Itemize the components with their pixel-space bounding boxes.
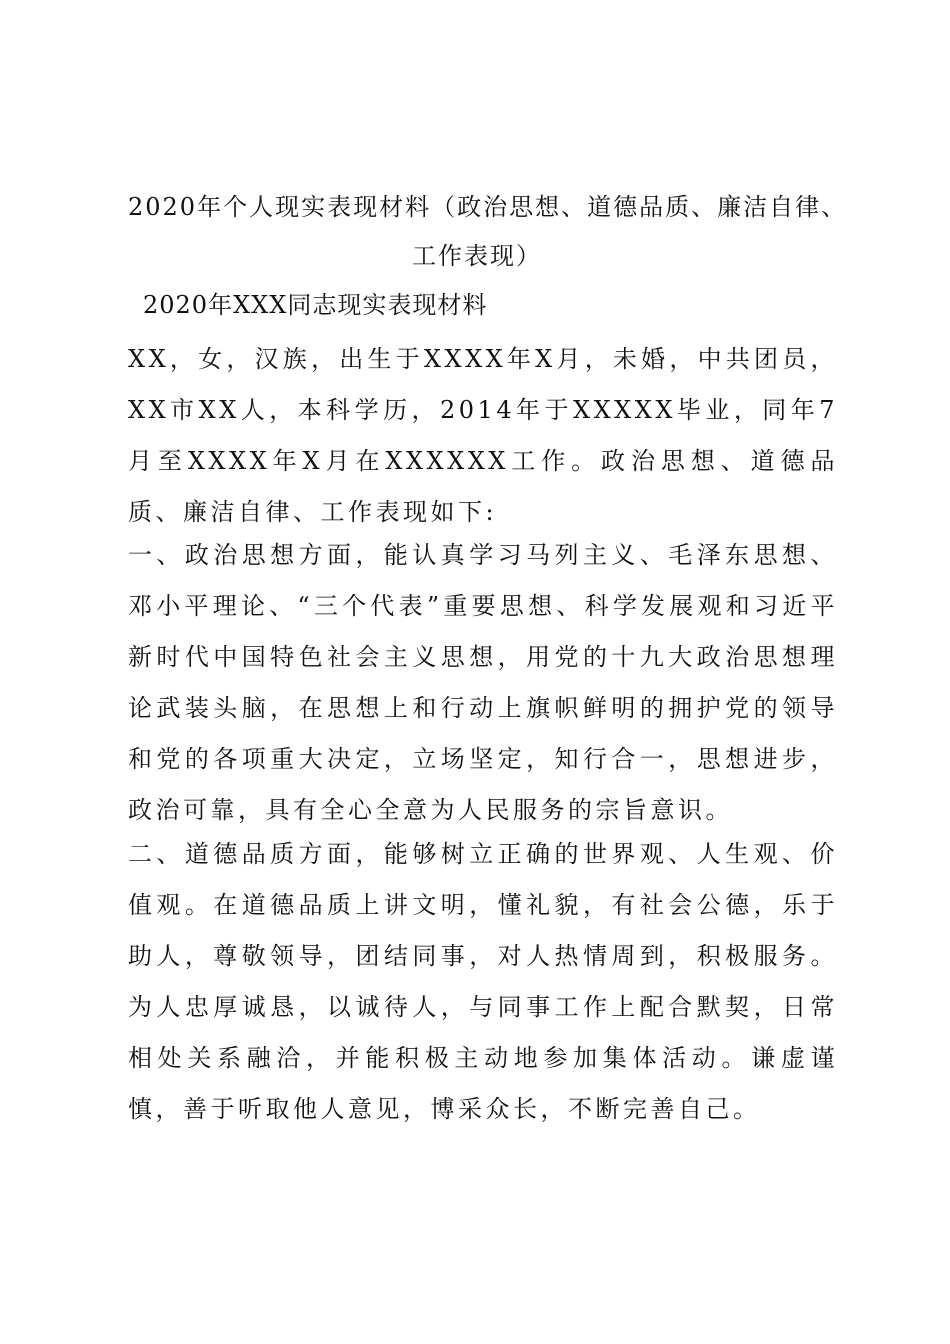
document-title-continued: 工作表现）: [412, 242, 542, 270]
document-subtitle: 2020年XXX同志现实表现材料: [143, 291, 488, 319]
paragraph-personal-info: XX，女，汉族，出生于XXXX年X月，未婚，中共团员，XX市XX人，本科学历，2014年于XXXXX毕业，同年7月至XXXX年X月在XXXXXX工作。政治思想、道德品质、廉洁自律、工作表现如下:: [128, 345, 838, 526]
document-title: 2020年个人现实表现材料（政治思想、道德品质、廉洁自律、: [128, 193, 848, 221]
paragraph-political-thought: 一、政治思想方面，能认真学习马列主义、毛泽东思想、邓小平理论、“三个代表”重要思想、科学发展观和习近平新时代中国特色社会主义思想，用党的十九大政治思想理论武装头脑，在思想上和行动上旗帜鲜明的拥护党的领导和党的各项重大决定，立场坚定，知行合一，思想进步，政治可靠，具有全心全意为人民服务的宗旨意识。: [128, 541, 838, 824]
paragraph-moral-character: 二、道德品质方面，能够树立正确的世界观、人生观、价值观。在道德品质上讲文明，懂礼貌，有社会公德，乐于助人，尊敬领导，团结同事，对人热情周到，积极服务。为人忠厚诚恳，以诚待人，与同事工作上配合默契，日常相处关系融洽，并能积极主动地参加集体活动。谦虚谨慎，善于听取他人意见，博采众长，不断完善自己。: [128, 840, 838, 1123]
